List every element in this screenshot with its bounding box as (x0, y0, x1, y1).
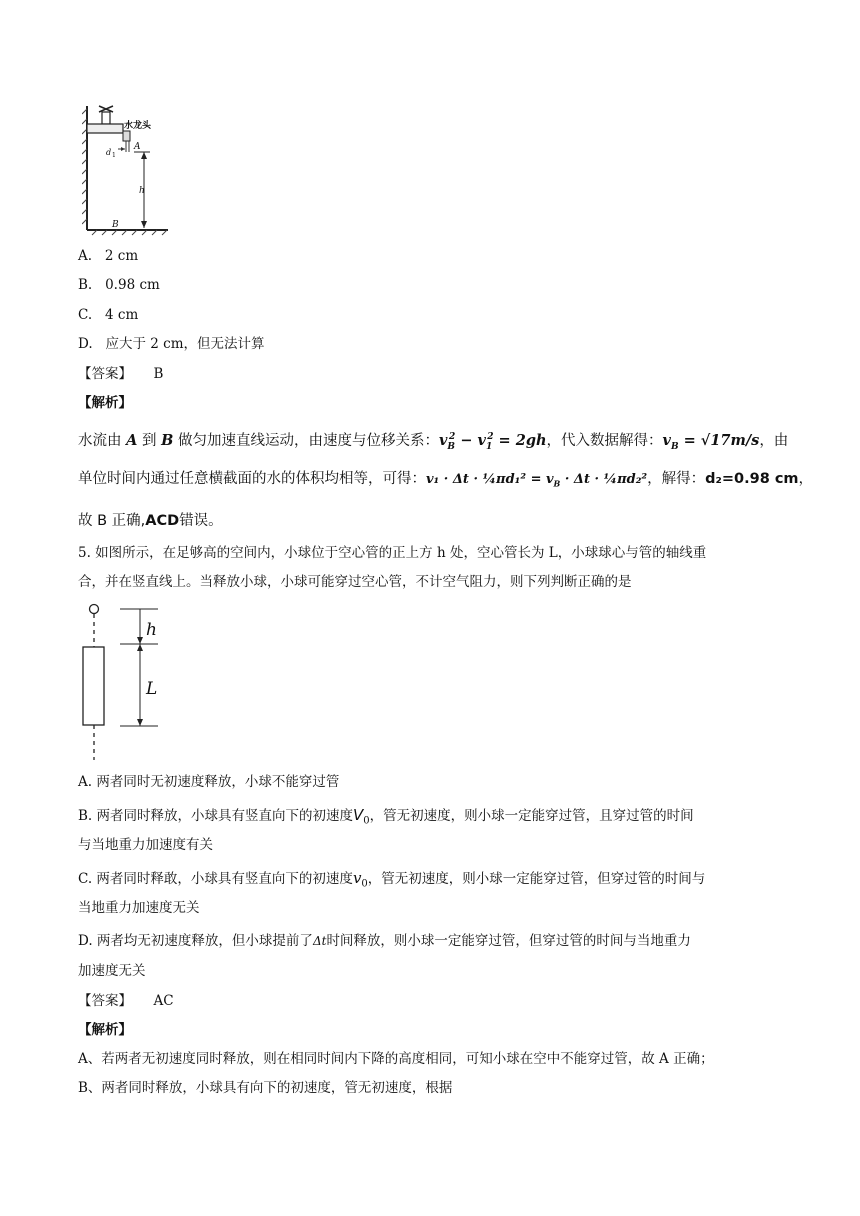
q4-analysis-line1: 水流由 A 到 B 做匀加速直线运动，由速度与位移关系：$v_B^2 - v_1^2 = 2gh$，代入数据解得：$v_B = √17m/s$，由 (78, 431, 789, 452)
q5-option-b-line1: B. 两者同时释放，小球具有竖直向下的初速度$V_0$，管无初速度，则小球一定能穿过管，且穿过管的时间 (78, 806, 694, 827)
q4-analysis-line2: 单位时间内通过任意横截面的水的体积均相等，可得：v₁ · Δt · ¼πd₁² = $v_B \cdot \Delta t$ · ¼πd₂²，解得：d₂=0.98 cm， (78, 471, 814, 489)
ball-tube-diagram (70, 600, 180, 762)
option-b: B. 0.98 cm (78, 277, 160, 293)
q5-option-c-line1: C. 两者同时释敢，小球具有竖直向下的初速度$v_0$，管无初速度，则小球一定能穿过管，但穿过管的时间与 (78, 869, 706, 890)
height-h-label: h (146, 620, 157, 640)
option-a: A. 2 cm (78, 248, 139, 264)
d1-sub-label: 1 (112, 152, 116, 159)
faucet-label: 水龙头 (124, 121, 152, 131)
length-l-label: L (146, 679, 158, 699)
q5-option-c-line2: 当地重力加速度无关 (78, 900, 200, 916)
d1-label: d (106, 148, 112, 157)
q5-option-a: A. 两者同时无初速度释放，小球不能穿过管 (78, 774, 340, 790)
q4-answer: 【答案】 B (78, 366, 164, 382)
option-c: C. 4 cm (78, 307, 139, 323)
q5-answer: 【答案】 AC (78, 993, 174, 1009)
option-d: D. 应大于 2 cm，但无法计算 (78, 336, 265, 352)
q5-analysis-line2: B、两者同时释放，小球具有向下的初速度，管无初速度，根据 (78, 1080, 453, 1096)
q5-option-d-line1: D. 两者均无初速度释放，但小球提前了Δt时间释放，则小球一定能穿过管，但穿过管的时间与当地重力 (78, 933, 691, 949)
point-a-label: A (134, 142, 141, 152)
faucet-diagram (82, 100, 172, 236)
q5-analysis-line1: A、若两者无初速度同时释放，则在相同时间内下降的高度相同，可知小球在空中不能穿过管，故 A 正确； (78, 1051, 714, 1067)
q5-analysis-label: 【解析】 (78, 1022, 132, 1038)
point-b-label: B (112, 220, 119, 230)
q4-analysis-line3: 故 B 正确,ACD错误。 (78, 513, 223, 529)
q5-stem-line1: 5. 如图所示，在足够高的空间内，小球位于空心管的正上方 h 处，空心管长为 L，小球球心与管的轴线重 (78, 545, 707, 561)
q5-option-d-line2: 加速度无关 (78, 963, 146, 979)
q5-stem-line2: 合，并在竖直线上。当释放小球，小球可能穿过空心管，不计空气阻力，则下列判断正确的是 (78, 574, 632, 590)
q5-option-b-line2: 与当地重力加速度有关 (78, 837, 213, 853)
q4-analysis-label: 【解析】 (78, 395, 132, 411)
height-h-label: h (139, 186, 145, 196)
